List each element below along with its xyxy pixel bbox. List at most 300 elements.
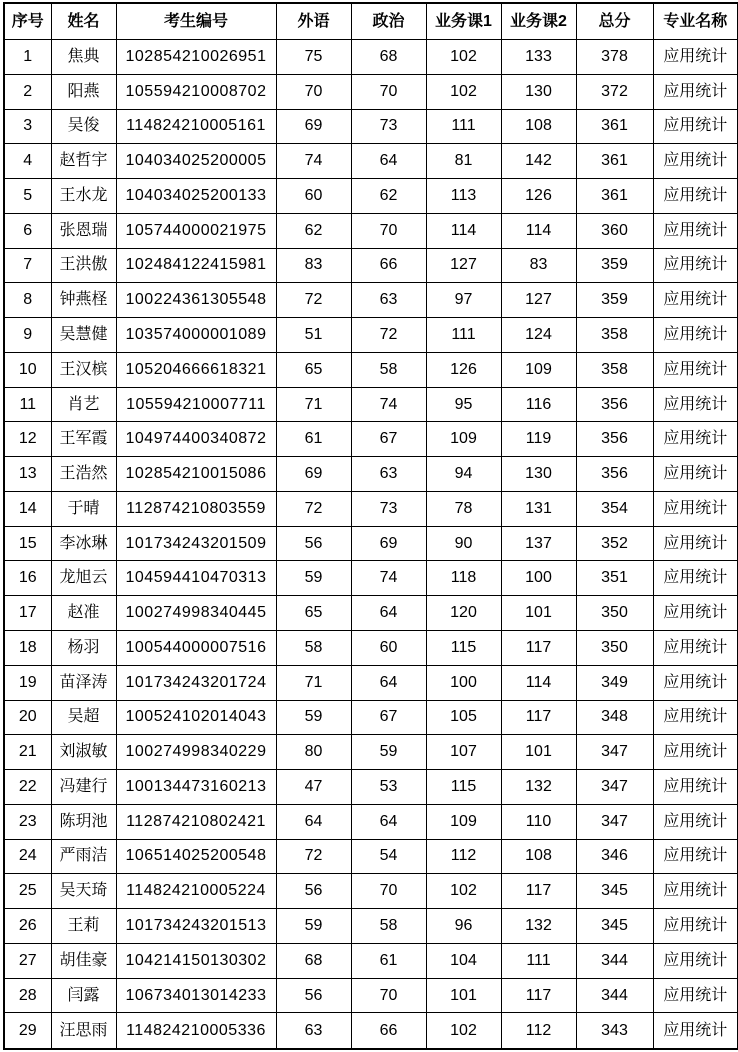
cell-foreign-language: 70: [276, 74, 351, 109]
table-row: [4, 770, 738, 805]
cell-candidate-id: 100524102014043: [116, 700, 276, 735]
cell-course2: 117: [501, 874, 576, 909]
cell-politics: 64: [351, 665, 426, 700]
cell-foreign-language: 56: [276, 978, 351, 1013]
cell-major: 应用统计: [653, 1013, 738, 1049]
cell-total: 348: [576, 700, 653, 735]
cell-foreign-language: 80: [276, 735, 351, 770]
cell-total: 347: [576, 770, 653, 805]
cell-name: 王洪傲: [51, 248, 116, 283]
cell-candidate-id: 106514025200548: [116, 839, 276, 874]
cell-course2: 132: [501, 770, 576, 805]
cell-total: 359: [576, 248, 653, 283]
cell-course1: 111: [426, 318, 501, 353]
cell-major: 应用统计: [653, 318, 738, 353]
cell-name: 汪思雨: [51, 1013, 116, 1049]
cell-index: 25: [4, 874, 51, 909]
cell-major: 应用统计: [653, 213, 738, 248]
cell-course2: 119: [501, 422, 576, 457]
cell-course1: 120: [426, 596, 501, 631]
cell-course2: 127: [501, 283, 576, 318]
cell-index: 5: [4, 179, 51, 214]
table-row: [4, 526, 738, 561]
cell-major: 应用统计: [653, 700, 738, 735]
cell-candidate-id: 101734243201509: [116, 526, 276, 561]
cell-name: 王莉: [51, 909, 116, 944]
cell-name: 肖艺: [51, 387, 116, 422]
cell-politics: 67: [351, 422, 426, 457]
cell-course2: 100: [501, 561, 576, 596]
cell-index: 20: [4, 700, 51, 735]
cell-name: 陈玥池: [51, 804, 116, 839]
cell-candidate-id: 100274998340229: [116, 735, 276, 770]
cell-candidate-id: 101734243201513: [116, 909, 276, 944]
cell-course1: 96: [426, 909, 501, 944]
cell-major: 应用统计: [653, 874, 738, 909]
cell-politics: 64: [351, 596, 426, 631]
cell-major: 应用统计: [653, 109, 738, 144]
cell-total: 347: [576, 735, 653, 770]
cell-index: 17: [4, 596, 51, 631]
cell-foreign-language: 59: [276, 561, 351, 596]
cell-name: 李冰琳: [51, 526, 116, 561]
cell-major: 应用统计: [653, 74, 738, 109]
cell-major: 应用统计: [653, 526, 738, 561]
table-row: [4, 978, 738, 1013]
cell-foreign-language: 83: [276, 248, 351, 283]
score-table: [3, 2, 738, 1050]
cell-foreign-language: 74: [276, 144, 351, 179]
cell-name: 焦典: [51, 40, 116, 75]
cell-name: 赵准: [51, 596, 116, 631]
cell-candidate-id: 104974400340872: [116, 422, 276, 457]
cell-total: 343: [576, 1013, 653, 1049]
cell-candidate-id: 105594210008702: [116, 74, 276, 109]
cell-name: 王军霞: [51, 422, 116, 457]
table-row: [4, 248, 738, 283]
cell-total: 378: [576, 40, 653, 75]
cell-foreign-language: 56: [276, 874, 351, 909]
cell-name: 胡佳豪: [51, 943, 116, 978]
table-row: [4, 491, 738, 526]
cell-name: 阳燕: [51, 74, 116, 109]
cell-major: 应用统计: [653, 422, 738, 457]
cell-index: 2: [4, 74, 51, 109]
header-course1: 业务课1: [426, 3, 501, 40]
cell-course1: 102: [426, 40, 501, 75]
table-row: [4, 422, 738, 457]
cell-total: 345: [576, 909, 653, 944]
cell-index: 14: [4, 491, 51, 526]
cell-foreign-language: 72: [276, 283, 351, 318]
cell-foreign-language: 61: [276, 422, 351, 457]
cell-major: 应用统计: [653, 839, 738, 874]
cell-major: 应用统计: [653, 457, 738, 492]
cell-name: 王浩然: [51, 457, 116, 492]
cell-course2: 110: [501, 804, 576, 839]
table-row: [4, 665, 738, 700]
cell-index: 3: [4, 109, 51, 144]
cell-index: 1: [4, 40, 51, 75]
cell-foreign-language: 75: [276, 40, 351, 75]
cell-course1: 101: [426, 978, 501, 1013]
cell-candidate-id: 105744000021975: [116, 213, 276, 248]
cell-politics: 54: [351, 839, 426, 874]
cell-index: 24: [4, 839, 51, 874]
cell-total: 349: [576, 665, 653, 700]
cell-politics: 70: [351, 978, 426, 1013]
header-candidate-id: 考生编号: [116, 3, 276, 40]
header-index: 序号: [4, 3, 51, 40]
table-row: [4, 874, 738, 909]
cell-course1: 81: [426, 144, 501, 179]
cell-course2: 83: [501, 248, 576, 283]
cell-course1: 97: [426, 283, 501, 318]
cell-total: 345: [576, 874, 653, 909]
header-total: 总分: [576, 3, 653, 40]
cell-name: 王水龙: [51, 179, 116, 214]
cell-politics: 68: [351, 40, 426, 75]
table-row: [4, 909, 738, 944]
cell-politics: 70: [351, 213, 426, 248]
cell-name: 刘淑敏: [51, 735, 116, 770]
cell-total: 350: [576, 596, 653, 631]
cell-total: 361: [576, 144, 653, 179]
header-course2: 业务课2: [501, 3, 576, 40]
cell-foreign-language: 69: [276, 109, 351, 144]
table-row: [4, 387, 738, 422]
cell-course2: 130: [501, 457, 576, 492]
cell-name: 龙旭云: [51, 561, 116, 596]
cell-total: 351: [576, 561, 653, 596]
cell-candidate-id: 104034025200133: [116, 179, 276, 214]
cell-index: 29: [4, 1013, 51, 1049]
cell-total: 356: [576, 457, 653, 492]
cell-politics: 58: [351, 909, 426, 944]
cell-politics: 70: [351, 874, 426, 909]
table-row: [4, 561, 738, 596]
cell-foreign-language: 69: [276, 457, 351, 492]
table-row: [4, 144, 738, 179]
cell-total: 360: [576, 213, 653, 248]
cell-index: 12: [4, 422, 51, 457]
cell-course1: 109: [426, 804, 501, 839]
cell-foreign-language: 72: [276, 491, 351, 526]
cell-politics: 66: [351, 1013, 426, 1049]
cell-politics: 60: [351, 631, 426, 666]
cell-major: 应用统计: [653, 144, 738, 179]
cell-foreign-language: 65: [276, 352, 351, 387]
cell-course2: 131: [501, 491, 576, 526]
cell-course1: 105: [426, 700, 501, 735]
cell-course2: 117: [501, 631, 576, 666]
cell-politics: 73: [351, 491, 426, 526]
cell-course2: 108: [501, 839, 576, 874]
table-row: [4, 700, 738, 735]
cell-candidate-id: 114824210005224: [116, 874, 276, 909]
cell-course2: 137: [501, 526, 576, 561]
cell-course1: 118: [426, 561, 501, 596]
cell-course1: 113: [426, 179, 501, 214]
cell-major: 应用统计: [653, 804, 738, 839]
cell-course2: 111: [501, 943, 576, 978]
cell-index: 18: [4, 631, 51, 666]
cell-foreign-language: 58: [276, 631, 351, 666]
cell-foreign-language: 64: [276, 804, 351, 839]
table-row: [4, 74, 738, 109]
table-row: [4, 109, 738, 144]
cell-index: 23: [4, 804, 51, 839]
cell-candidate-id: 102854210015086: [116, 457, 276, 492]
cell-total: 350: [576, 631, 653, 666]
cell-major: 应用统计: [653, 770, 738, 805]
cell-course2: 112: [501, 1013, 576, 1049]
cell-index: 19: [4, 665, 51, 700]
cell-index: 28: [4, 978, 51, 1013]
cell-name: 于晴: [51, 491, 116, 526]
cell-major: 应用统计: [653, 978, 738, 1013]
cell-politics: 66: [351, 248, 426, 283]
cell-course2: 101: [501, 735, 576, 770]
header-name: 姓名: [51, 3, 116, 40]
cell-name: 严雨洁: [51, 839, 116, 874]
cell-index: 21: [4, 735, 51, 770]
cell-major: 应用统计: [653, 596, 738, 631]
cell-name: 钟燕柽: [51, 283, 116, 318]
cell-name: 吴超: [51, 700, 116, 735]
cell-name: 杨羽: [51, 631, 116, 666]
cell-course1: 126: [426, 352, 501, 387]
cell-major: 应用统计: [653, 491, 738, 526]
header-foreign-language: 外语: [276, 3, 351, 40]
cell-major: 应用统计: [653, 561, 738, 596]
cell-course2: 132: [501, 909, 576, 944]
cell-candidate-id: 106734013014233: [116, 978, 276, 1013]
cell-index: 15: [4, 526, 51, 561]
cell-candidate-id: 100224361305548: [116, 283, 276, 318]
cell-foreign-language: 71: [276, 665, 351, 700]
cell-foreign-language: 59: [276, 700, 351, 735]
cell-politics: 70: [351, 74, 426, 109]
cell-foreign-language: 56: [276, 526, 351, 561]
cell-major: 应用统计: [653, 387, 738, 422]
cell-course2: 124: [501, 318, 576, 353]
cell-major: 应用统计: [653, 40, 738, 75]
cell-course2: 130: [501, 74, 576, 109]
table-row: [4, 213, 738, 248]
cell-name: 吴慧健: [51, 318, 116, 353]
table-row: [4, 804, 738, 839]
cell-major: 应用统计: [653, 179, 738, 214]
cell-major: 应用统计: [653, 631, 738, 666]
cell-total: 356: [576, 387, 653, 422]
cell-total: 352: [576, 526, 653, 561]
cell-course1: 114: [426, 213, 501, 248]
cell-major: 应用统计: [653, 909, 738, 944]
table-row: [4, 735, 738, 770]
table-row: [4, 596, 738, 631]
cell-politics: 69: [351, 526, 426, 561]
cell-foreign-language: 71: [276, 387, 351, 422]
table-row: [4, 283, 738, 318]
cell-name: 冯建行: [51, 770, 116, 805]
cell-foreign-language: 72: [276, 839, 351, 874]
cell-index: 13: [4, 457, 51, 492]
cell-name: 赵哲宇: [51, 144, 116, 179]
cell-candidate-id: 100134473160213: [116, 770, 276, 805]
cell-foreign-language: 60: [276, 179, 351, 214]
cell-total: 346: [576, 839, 653, 874]
cell-candidate-id: 112874210802421: [116, 804, 276, 839]
cell-foreign-language: 68: [276, 943, 351, 978]
cell-course2: 114: [501, 213, 576, 248]
cell-course2: 142: [501, 144, 576, 179]
cell-course1: 102: [426, 74, 501, 109]
cell-course1: 127: [426, 248, 501, 283]
cell-politics: 74: [351, 387, 426, 422]
cell-foreign-language: 59: [276, 909, 351, 944]
cell-course1: 100: [426, 665, 501, 700]
cell-major: 应用统计: [653, 352, 738, 387]
cell-total: 344: [576, 943, 653, 978]
cell-politics: 73: [351, 109, 426, 144]
cell-name: 吴天琦: [51, 874, 116, 909]
cell-course2: 101: [501, 596, 576, 631]
cell-politics: 72: [351, 318, 426, 353]
cell-course1: 78: [426, 491, 501, 526]
header-row: [4, 3, 738, 40]
cell-politics: 62: [351, 179, 426, 214]
cell-candidate-id: 100544000007516: [116, 631, 276, 666]
cell-candidate-id: 112874210803559: [116, 491, 276, 526]
cell-course2: 108: [501, 109, 576, 144]
table-body: [4, 40, 738, 1050]
cell-course1: 115: [426, 770, 501, 805]
cell-index: 6: [4, 213, 51, 248]
cell-course1: 109: [426, 422, 501, 457]
cell-course2: 117: [501, 978, 576, 1013]
cell-index: 22: [4, 770, 51, 805]
cell-major: 应用统计: [653, 283, 738, 318]
cell-major: 应用统计: [653, 248, 738, 283]
table-row: [4, 1013, 738, 1049]
cell-candidate-id: 114824210005161: [116, 109, 276, 144]
cell-candidate-id: 105594210007711: [116, 387, 276, 422]
cell-course1: 107: [426, 735, 501, 770]
cell-course1: 112: [426, 839, 501, 874]
cell-major: 应用统计: [653, 665, 738, 700]
cell-course1: 95: [426, 387, 501, 422]
cell-name: 吴俊: [51, 109, 116, 144]
cell-index: 16: [4, 561, 51, 596]
cell-total: 359: [576, 283, 653, 318]
cell-index: 7: [4, 248, 51, 283]
cell-candidate-id: 100274998340445: [116, 596, 276, 631]
cell-total: 372: [576, 74, 653, 109]
cell-index: 4: [4, 144, 51, 179]
cell-course1: 102: [426, 874, 501, 909]
cell-major: 应用统计: [653, 735, 738, 770]
cell-politics: 58: [351, 352, 426, 387]
cell-course2: 117: [501, 700, 576, 735]
cell-politics: 63: [351, 283, 426, 318]
table-row: [4, 839, 738, 874]
cell-politics: 64: [351, 804, 426, 839]
cell-candidate-id: 102854210026951: [116, 40, 276, 75]
cell-candidate-id: 104214150130302: [116, 943, 276, 978]
cell-course1: 111: [426, 109, 501, 144]
cell-foreign-language: 62: [276, 213, 351, 248]
cell-candidate-id: 104034025200005: [116, 144, 276, 179]
cell-foreign-language: 63: [276, 1013, 351, 1049]
cell-foreign-language: 65: [276, 596, 351, 631]
table-row: [4, 179, 738, 214]
cell-course1: 104: [426, 943, 501, 978]
header-major: 专业名称: [653, 3, 738, 40]
table-row: [4, 352, 738, 387]
cell-name: 张恩瑞: [51, 213, 116, 248]
cell-course1: 102: [426, 1013, 501, 1049]
cell-candidate-id: 103574000001089: [116, 318, 276, 353]
cell-course2: 109: [501, 352, 576, 387]
cell-name: 王汉槟: [51, 352, 116, 387]
cell-index: 9: [4, 318, 51, 353]
cell-politics: 61: [351, 943, 426, 978]
cell-index: 26: [4, 909, 51, 944]
cell-total: 354: [576, 491, 653, 526]
cell-foreign-language: 51: [276, 318, 351, 353]
cell-index: 10: [4, 352, 51, 387]
cell-total: 361: [576, 179, 653, 214]
cell-course1: 90: [426, 526, 501, 561]
cell-candidate-id: 101734243201724: [116, 665, 276, 700]
cell-total: 358: [576, 318, 653, 353]
cell-total: 361: [576, 109, 653, 144]
table-row: [4, 457, 738, 492]
table-row: [4, 631, 738, 666]
header-politics: 政治: [351, 3, 426, 40]
cell-politics: 74: [351, 561, 426, 596]
cell-politics: 63: [351, 457, 426, 492]
table-row: [4, 318, 738, 353]
table-row: [4, 40, 738, 75]
cell-major: 应用统计: [653, 943, 738, 978]
cell-politics: 67: [351, 700, 426, 735]
cell-course2: 126: [501, 179, 576, 214]
cell-total: 347: [576, 804, 653, 839]
cell-course1: 115: [426, 631, 501, 666]
cell-course2: 133: [501, 40, 576, 75]
cell-index: 8: [4, 283, 51, 318]
cell-index: 27: [4, 943, 51, 978]
cell-total: 344: [576, 978, 653, 1013]
cell-candidate-id: 102484122415981: [116, 248, 276, 283]
cell-name: 闫露: [51, 978, 116, 1013]
cell-course1: 94: [426, 457, 501, 492]
cell-candidate-id: 114824210005336: [116, 1013, 276, 1049]
table-row: [4, 943, 738, 978]
cell-politics: 53: [351, 770, 426, 805]
cell-foreign-language: 47: [276, 770, 351, 805]
cell-candidate-id: 105204666618321: [116, 352, 276, 387]
cell-index: 11: [4, 387, 51, 422]
cell-candidate-id: 104594410470313: [116, 561, 276, 596]
cell-total: 356: [576, 422, 653, 457]
cell-total: 358: [576, 352, 653, 387]
cell-politics: 59: [351, 735, 426, 770]
cell-course2: 116: [501, 387, 576, 422]
cell-politics: 64: [351, 144, 426, 179]
